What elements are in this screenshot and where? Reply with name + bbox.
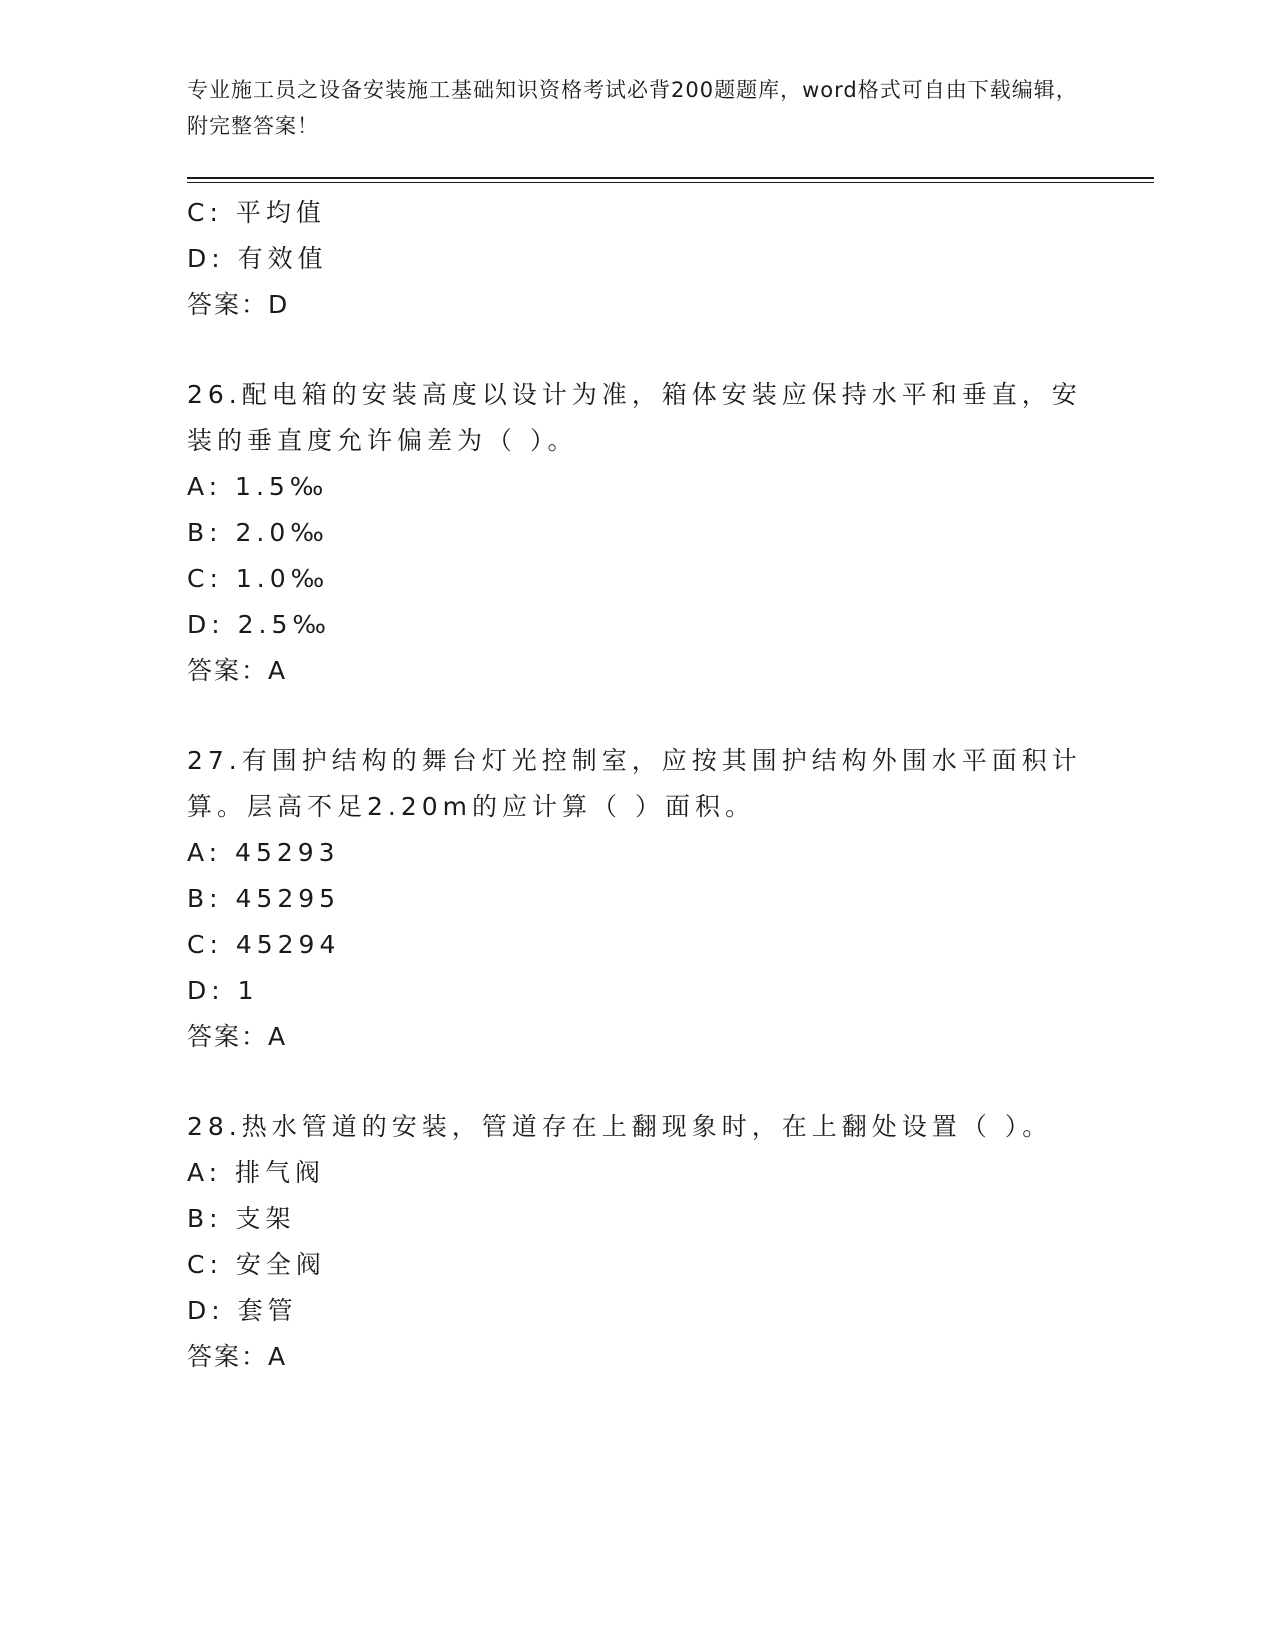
option-letter: D: <box>187 244 225 273</box>
option-letter: A: <box>187 1158 223 1187</box>
question-26 <box>187 372 1087 694</box>
option-a <box>187 464 1087 510</box>
option-d <box>187 602 1087 648</box>
option-letter: C: <box>187 1250 223 1279</box>
answer-line: 答案：D <box>187 290 290 319</box>
option-letter: B: <box>187 1204 223 1233</box>
option-a <box>187 830 1087 876</box>
question-list <box>187 190 1087 1380</box>
option-text: 2.0‰ <box>235 518 329 547</box>
option-text: 1.5‰ <box>235 472 329 501</box>
page-header-title: 专业施工员之设备安装施工基础知识资格考试必背200题题库，word格式可自由下载编辑，附完整答案！ <box>187 78 1078 138</box>
question-27 <box>187 738 1087 1060</box>
option-letter: A: <box>187 838 223 867</box>
option-text: 1 <box>237 976 259 1005</box>
option-b <box>187 1196 1087 1242</box>
option-b <box>187 510 1087 556</box>
option-letter: D: <box>187 1296 225 1325</box>
option-d <box>187 968 1087 1014</box>
option-a <box>187 1150 1087 1196</box>
question-stem: 26.配电箱的安装高度以设计为准，箱体安装应保持水平和垂直，安装的垂直度允许偏差为（ ）。 <box>187 380 1082 455</box>
option-letter: B: <box>187 884 223 913</box>
option-text: 45294 <box>235 930 341 959</box>
question-stem: 28.热水管道的安装，管道存在上翻现象时，在上翻处设置（ ）。 <box>187 1112 1053 1141</box>
option-c <box>187 556 1087 602</box>
option-text: 套管 <box>237 1296 298 1325</box>
option-text: 1.0‰ <box>235 564 330 593</box>
option-letter: D: <box>187 610 225 639</box>
option-letter: C: <box>187 930 223 959</box>
header-divider <box>187 177 1154 183</box>
option-letter: A: <box>187 472 223 501</box>
option-b <box>187 876 1087 922</box>
option-text: 安全阀 <box>235 1250 326 1279</box>
option-text: 2.5‰ <box>237 610 331 639</box>
answer-line: 答案：A <box>187 1342 288 1371</box>
option-letter: B: <box>187 518 223 547</box>
option-text: 排气阀 <box>235 1158 326 1187</box>
option-letter: C: <box>187 564 223 593</box>
option-d <box>187 236 1087 282</box>
option-d <box>187 1288 1087 1334</box>
answer-line: 答案：A <box>187 1022 288 1051</box>
option-c <box>187 190 1087 236</box>
question-28 <box>187 1104 1087 1380</box>
option-c <box>187 922 1087 968</box>
option-letter: D: <box>187 976 225 1005</box>
question-25-tail <box>187 190 1087 328</box>
option-text: 45295 <box>235 884 341 913</box>
answer-line: 答案：A <box>187 656 288 685</box>
option-text: 支架 <box>235 1204 296 1233</box>
option-text: 45293 <box>235 838 340 867</box>
option-letter: C: <box>187 198 223 227</box>
option-c <box>187 1242 1087 1288</box>
question-stem: 27.有围护结构的舞台灯光控制室，应按其围护结构外围水平面积计算。层高不足2.20m的应计算（ ）面积。 <box>187 746 1082 821</box>
option-text: 有效值 <box>237 244 328 273</box>
option-text: 平均值 <box>235 198 326 227</box>
